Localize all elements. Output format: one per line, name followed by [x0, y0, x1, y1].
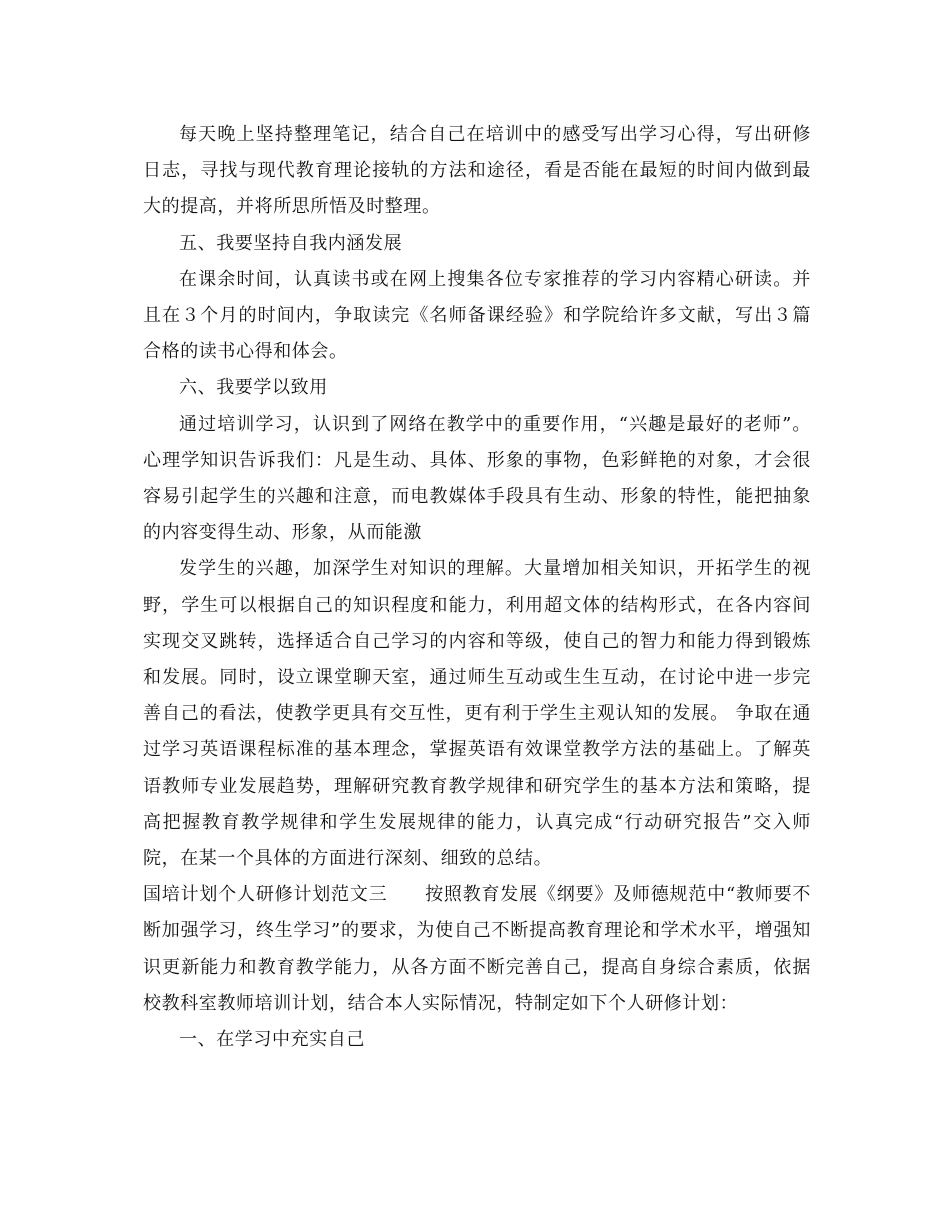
section-heading-six: 六、我要学以致用	[179, 377, 328, 399]
section-heading-one: 一、在学习中充实自己	[179, 1029, 365, 1051]
document-body	[143, 117, 811, 1058]
paragraph-plan-three-intro: 国培计划个人研修计划范文三 按照教育发展《纲要》及师德规范中“教师要不断加强学习，终生学习”的要求，为使自己不断提高教育理论和学术水平，增强知识更新能力和教育教学能力，从各方面不断完善自己，提高自身综合素质，依据校教科室教师培训计划，结合本人实际情况，特制定如下个人研修计划：	[143, 884, 811, 1014]
paragraph-reading: 在课余时间，认真读书或在网上搜集各位专家推荐的学习内容精心研读。并且在３个月的时间内，争取读完《名师备课经验》和学院给许多文献，写出３篇合格的读书心得和体会。	[143, 268, 811, 363]
section-heading-five: 五、我要坚持自我内涵发展	[179, 232, 403, 254]
paragraph-network-teaching: 通过培训学习，认识到了网络在教学中的重要作用，“兴趣是最好的老师”。心理学知识告诉我们：凡是生动、具体、形象的事物，色彩鲜艳的对象，才会很容易引起学生的兴趣和注意，而电教媒体手段具有生动、形象的特性，能把抽象的内容变得生动、形象，从而能激	[143, 413, 811, 544]
paragraph-study-notes: 每天晚上坚持整理笔记，结合自己在培训中的感受写出学习心得，写出研修日志，寻找与现代教育理论接轨的方法和途径，看是否能在最短的时间内做到最大的提高，并将所思所悟及时整理。	[143, 124, 811, 218]
paragraph-student-interest: 发学生的兴趣，加深学生对知识的理解。大量增加相关知识，开拓学生的视野，学生可以根据自己的知识程度和能力，利用超文体的结构形式，在各内容间实现交叉跳转，选择适合自己学习的内容和等级，使自己的智力和能力得到锻炼和发展。同时，设立课堂聊天室，通过师生互动或生生互动，在讨论中进一步完善自己的看法，使教学更具有交互性，更有利于学生主观认知的发展。 争取在通过学习英语课程标准的基本理念，掌握英语有效课堂教学方法的基础上。了解英语教师专业发展趋势，理解研究教育教学规律和研究学生的基本方法和策略，提高把握教育教学规律和学生发展规律的能力，认真完成“行动研究报告”交入师院，在某一个具体的方面进行深刻、细致的总结。	[143, 558, 811, 870]
